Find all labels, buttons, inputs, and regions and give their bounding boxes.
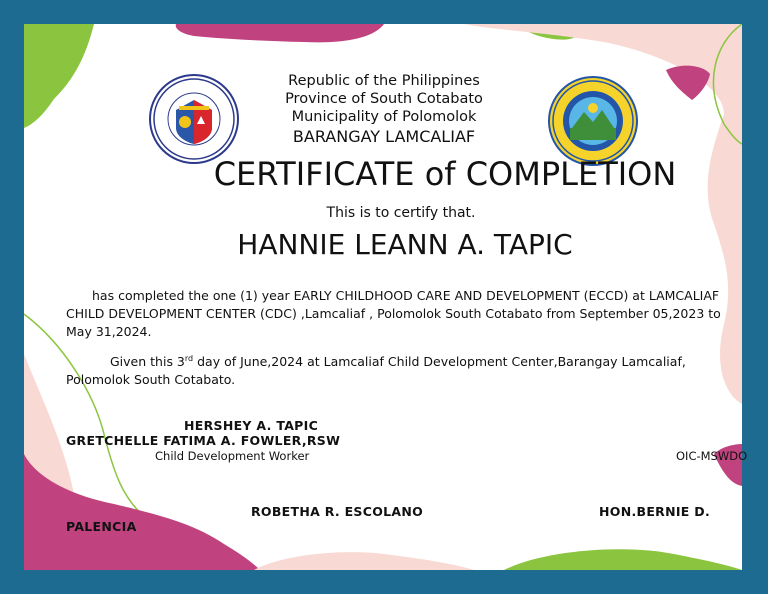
completion-paragraph: has completed the one (1) year EARLY CHILDHOOD CARE AND DEVELOPMENT (ECCD) at LAMCALIAF CHILD DEVELOPMENT CENTER (CDC) ,Lamcaliaf , Polomolok South Cotabato from September 05,2023 to May 31,2024.	[66, 288, 721, 339]
given-prefix: Given this 3	[110, 354, 185, 370]
signatory-name-4-continued: PALENCIA	[66, 519, 137, 534]
recipient-name: HANNIE LEANN A. TAPIC	[237, 228, 573, 261]
signatory-role-1: Child Development Worker	[155, 449, 310, 463]
given-superscript: rd	[184, 354, 194, 363]
header-republic: Republic of the Philippines	[288, 73, 480, 89]
header-province: Province of South Cotabato	[285, 91, 483, 107]
header-municipality: Municipality of Polomolok	[291, 109, 477, 125]
given-suffix: day of June,2024 at Lamcaliaf Child Development Center,Barangay Lamcaliaf, Polomolok South Cotabato.	[66, 354, 686, 388]
signatory-name-1: HERSHEY A. TAPIC	[184, 418, 319, 433]
certificate-title: CERTIFICATE of COMPLETION	[213, 155, 677, 193]
signatory-name-2: GRETCHELLE FATIMA A. FOWLER,RSW	[66, 433, 341, 448]
certify-line: This is to certify that.	[326, 205, 476, 221]
signatory-name-3: ROBETHA R. ESCOLANO	[251, 504, 424, 519]
header-barangay: BARANGAY LAMCALIAF	[292, 127, 476, 146]
signatory-role-2: OIC-MSWDO	[676, 449, 748, 463]
signatory-name-4: HON.BERNIE D.	[599, 504, 711, 519]
given-paragraph	[66, 350, 738, 389]
